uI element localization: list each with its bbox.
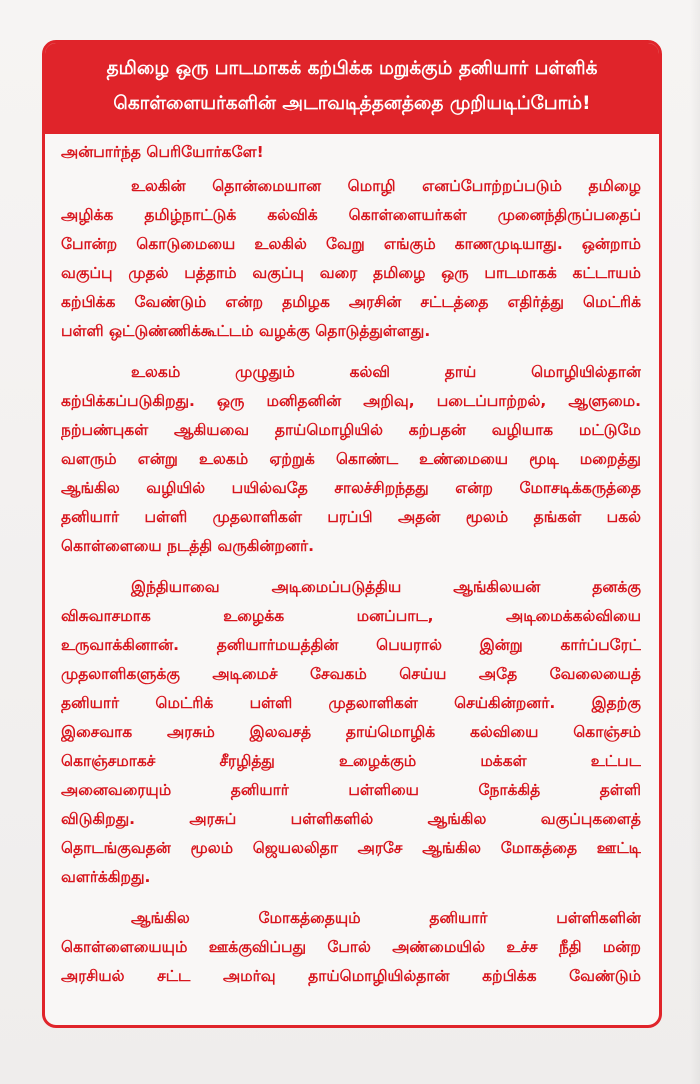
paragraph-line: கொள்ளையை நடத்தி வருகின்றனர். bbox=[61, 537, 315, 555]
leaflet-body bbox=[45, 134, 659, 991]
paragraph-line: முதலாளிகளுக்கு அடிமைச் சேவகம் செய்ய அதே வேலையைத் bbox=[61, 665, 641, 683]
paragraph-line: வளர்க்கிறது. bbox=[61, 868, 151, 886]
paragraph-line: கற்பிக்க வேண்டும் என்ற தமிழக அரசின் சட்டத்தை எதிர்த்து மெட்ரிக் bbox=[61, 293, 641, 311]
paragraphs bbox=[61, 172, 641, 991]
paragraph-line: கற்பிக்கப்படுகிறது. ஒரு மனிதனின் அறிவு, படைப்பாற்றல், ஆளுமை. bbox=[61, 392, 641, 410]
paragraph-3 bbox=[61, 573, 641, 892]
paragraph-line: விசுவாசமாக உழைக்க மனப்பாட, அடிமைக்கல்வியை bbox=[61, 607, 641, 625]
headline-line-1: தமிழை ஒரு பாடமாகக் கற்பிக்க மறுக்கும் தனியார் பள்ளிக் bbox=[106, 58, 598, 79]
paragraph-line: உலகம் முழுதும் கல்வி தாய் மொழியில்தான் bbox=[131, 363, 641, 381]
paragraph-line: கொள்ளையையும் ஊக்குவிப்பது போல் அண்மையில் உச்ச நீதி மன்ற bbox=[61, 938, 641, 956]
paragraph-line: அரசியல் சட்ட அமர்வு தாய்மொழியில்தான் கற்பிக்க வேண்டும் bbox=[61, 967, 641, 985]
headline-banner bbox=[45, 43, 659, 134]
salutation: அன்பார்ந்த பெரியோர்களே! bbox=[61, 143, 264, 161]
paragraph-line: அழிக்க தமிழ்நாட்டுக் கல்விக் கொள்ளையர்கள் முனைந்திருப்பதைப் bbox=[61, 206, 641, 224]
paragraph-line: உருவாக்கினான். தனியார்மயத்தின் பெயரால் இன்று கார்ப்பரேட் bbox=[61, 636, 641, 654]
paragraph-line: அனைவரையும் தனியார் பள்ளியை நோக்கித் தள்ளி bbox=[61, 781, 641, 799]
paragraph-line: வகுப்பு முதல் பத்தாம் வகுப்பு வரை தமிழை ஒரு பாடமாகக் கட்டாயம் bbox=[61, 264, 641, 282]
paragraph-line: உலகின் தொன்மையான மொழி எனப்போற்றப்படும் தமிழை bbox=[131, 177, 641, 195]
paragraph-line: தொடங்குவதன் மூலம் ஜெயலலிதா அரசே ஆங்கில மோகத்தை ஊட்டி bbox=[61, 839, 641, 857]
paragraph-line: வளரும் என்று உலகம் ஏற்றுக் கொண்ட உண்மையை மூடி மறைத்து bbox=[61, 450, 641, 468]
paragraph-line: பள்ளி ஒட்டுண்ணிக்கூட்டம் வழக்கு தொடுத்துள்ளது. bbox=[61, 322, 431, 340]
leaflet-frame bbox=[42, 40, 662, 1028]
paragraph-line: ஆங்கில மோகத்தையும் தனியார் பள்ளிகளின் bbox=[131, 909, 641, 927]
paragraph-1 bbox=[61, 172, 641, 346]
paragraph-line: போன்ற கொடுமையை உலகில் வேறு எங்கும் காணமுடியாது. ஒன்றாம் bbox=[61, 235, 641, 253]
paragraph-line: இந்தியாவை அடிமைப்படுத்திய ஆங்கிலயன் தனக்கு bbox=[131, 578, 641, 596]
paragraph-line: தனியார் பள்ளி முதலாளிகள் பரப்பி அதன் மூலம் தங்கள் பகல் bbox=[61, 508, 641, 526]
paragraph-line: ஆங்கில வழியில் பயில்வதே சாலச்சிறந்தது என்ற மோசடிக்கருத்தை bbox=[61, 479, 641, 497]
paragraph-line: தனியார் மெட்ரிக் பள்ளி முதலாளிகள் செய்கின்றனர். இதற்கு bbox=[61, 694, 641, 712]
paragraph-line: கொஞ்சமாகச் சீரழித்து உழைக்கும் மக்கள் உட்பட bbox=[61, 752, 641, 770]
headline-line-2: கொள்ளையர்களின் அடாவடித்தனத்தை முறியடிப்போம்! bbox=[113, 93, 591, 114]
scan-edge-shadow bbox=[690, 0, 700, 1084]
paragraph-4 bbox=[61, 904, 641, 991]
paragraph-2 bbox=[61, 358, 641, 561]
paragraph-line: இசைவாக அரசும் இலவசத் தாய்மொழிக் கல்வியை கொஞ்சம் bbox=[61, 723, 641, 741]
paragraph-line: விடுகிறது. அரசுப் பள்ளிகளில் ஆங்கில வகுப்புகளைத் bbox=[61, 810, 641, 828]
paragraph-line: நற்பண்புகள் ஆகியவை தாய்மொழியில் கற்பதன் வழியாக மட்டுமே bbox=[61, 421, 641, 439]
